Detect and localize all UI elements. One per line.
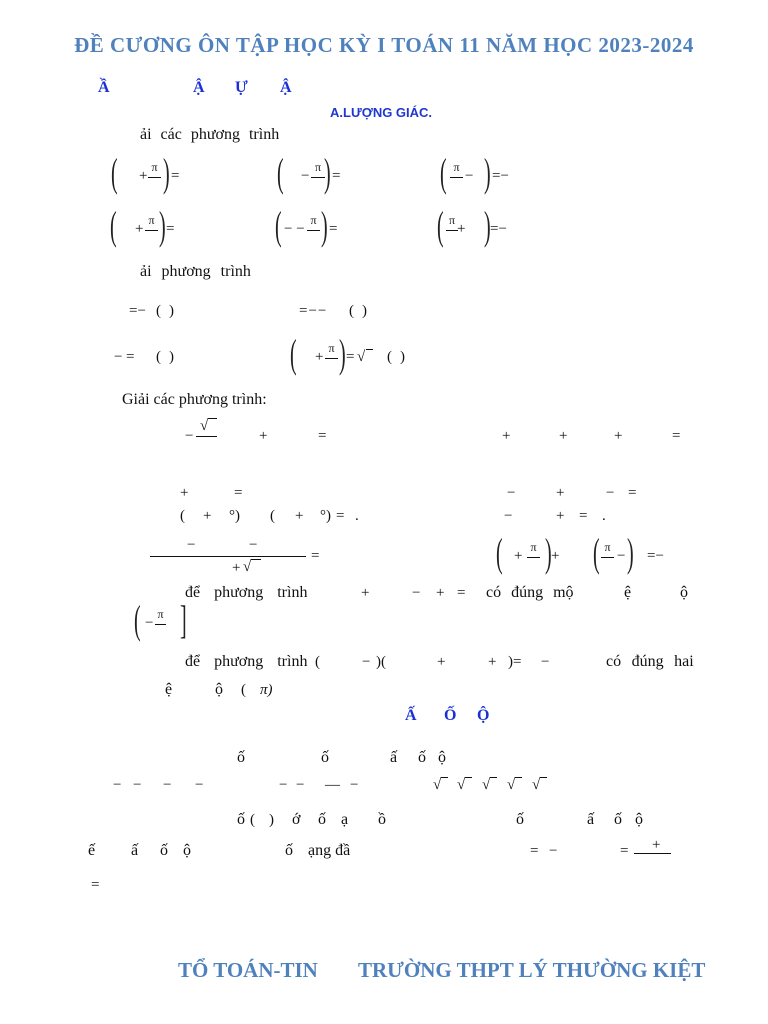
sqrt-sign: √ bbox=[482, 777, 491, 793]
degree-close-paren: °) bbox=[229, 508, 240, 524]
equals-sign: = bbox=[171, 168, 180, 184]
open-paren: ( bbox=[315, 654, 320, 670]
close-paren: ) bbox=[339, 331, 346, 376]
exercise-1-label: ải các phương trình bbox=[140, 126, 280, 143]
equals-sign: = bbox=[620, 843, 629, 859]
minus-sign: − bbox=[195, 777, 204, 793]
equals-minus: =− bbox=[490, 221, 507, 237]
open-paren: ( bbox=[277, 150, 284, 195]
fraction-bar bbox=[150, 556, 306, 557]
close-paren: ) bbox=[159, 203, 166, 248]
fraction-bar bbox=[634, 853, 671, 854]
sqrt-sign: √ bbox=[357, 349, 366, 365]
equals-minus: =− bbox=[492, 168, 509, 184]
open-paren: ( bbox=[275, 203, 282, 248]
text-fragment: ạ bbox=[341, 811, 349, 828]
plus-sign: + bbox=[437, 654, 446, 670]
plus-sign: + bbox=[180, 485, 189, 501]
sqrt-sign: √ bbox=[507, 777, 516, 793]
plus-sign: + bbox=[259, 428, 268, 444]
text-fragment: ấ bbox=[587, 811, 595, 828]
plus-sign: + bbox=[652, 837, 661, 853]
minus-sign: − bbox=[187, 537, 196, 553]
sqrt-overline bbox=[208, 418, 217, 419]
part-heading-fragment: Ậ bbox=[193, 79, 205, 96]
dash: — bbox=[325, 777, 340, 793]
equals-sign: = bbox=[457, 585, 466, 601]
close-paren: ) bbox=[362, 303, 367, 319]
sqrt-overline bbox=[540, 777, 547, 778]
sqrt-overline bbox=[465, 777, 472, 778]
plus-sign: + bbox=[295, 508, 304, 524]
exercise-4-text: để phương trình bbox=[185, 584, 308, 601]
open-paren: ( bbox=[440, 150, 447, 195]
open-paren: ( bbox=[349, 303, 354, 319]
exercise-5-text: để phương trình bbox=[185, 653, 308, 670]
equals-sign: = bbox=[579, 508, 588, 524]
text-fragment: ệ bbox=[165, 681, 173, 698]
minus-sign: − bbox=[617, 548, 626, 564]
plus-sign: + bbox=[232, 560, 241, 576]
close-paren: ) bbox=[169, 349, 174, 365]
open-paren: ( bbox=[110, 203, 117, 248]
fraction-bar bbox=[450, 177, 463, 178]
minus-sign: − bbox=[549, 843, 558, 859]
minus-sign: − bbox=[504, 508, 513, 524]
minus-sign: − bbox=[163, 777, 172, 793]
text-fragment: ố bbox=[237, 749, 245, 766]
open-paren: ( bbox=[111, 150, 118, 195]
fraction bbox=[311, 161, 325, 179]
pi-numerator: π bbox=[453, 160, 460, 174]
minus-signs: − − bbox=[284, 221, 305, 237]
minus-sign: − bbox=[362, 654, 371, 670]
open-paren: ( bbox=[270, 508, 275, 524]
section-b-fragment: Ố bbox=[444, 707, 457, 724]
fraction-bar bbox=[311, 177, 325, 178]
open-paren: ( bbox=[496, 530, 503, 575]
text-fragment: ố bbox=[418, 749, 426, 766]
section-a-heading: A.LƯỢNG GIÁC. bbox=[330, 105, 433, 120]
plus-sign: + bbox=[436, 585, 445, 601]
plus-sign: + bbox=[203, 508, 212, 524]
plus-sign: + bbox=[315, 349, 324, 365]
pi-numerator: π bbox=[157, 607, 164, 621]
plus-sign: + bbox=[514, 548, 523, 564]
fraction bbox=[307, 214, 320, 232]
open-paren: ( bbox=[290, 331, 297, 376]
sqrt-overline bbox=[490, 777, 497, 778]
equals-sign: = bbox=[126, 349, 135, 365]
open-paren: ( bbox=[437, 203, 444, 248]
fraction bbox=[148, 161, 161, 179]
open-paren: ( bbox=[241, 682, 246, 698]
equals-sign: = bbox=[332, 168, 341, 184]
sqrt-overline bbox=[515, 777, 522, 778]
equals-sign: = bbox=[311, 548, 320, 564]
section-b-fragment: Ấ bbox=[405, 707, 417, 724]
section-b-fragment: Ộ bbox=[477, 707, 490, 724]
degree-close-paren: °) bbox=[320, 508, 331, 524]
equals-minus: =− bbox=[129, 303, 146, 319]
close-paren: ) bbox=[324, 150, 331, 195]
equals-minus-minus: =−− bbox=[299, 303, 328, 319]
paren-pair: )( bbox=[376, 654, 386, 670]
footer-school: TRƯỜNG THPT LÝ THƯỜNG KIỆT bbox=[358, 958, 706, 982]
text-fragment: ồ bbox=[378, 811, 386, 828]
sqrt-sign: √ bbox=[532, 777, 541, 793]
close-paren: ) bbox=[545, 530, 552, 575]
close-paren: ) bbox=[163, 150, 170, 195]
minus-sign: − bbox=[507, 485, 516, 501]
exercise-3-label: Giải các phương trình: bbox=[122, 391, 267, 408]
text-fragment: ạng đầ bbox=[308, 842, 351, 859]
plus-sign: + bbox=[457, 221, 466, 237]
sqrt-sign: √ bbox=[200, 418, 209, 434]
equals-minus: =− bbox=[647, 548, 664, 564]
minus-sign: − bbox=[606, 485, 615, 501]
plus-sign: + bbox=[135, 221, 144, 237]
text-fragment: ộ bbox=[183, 842, 191, 859]
text-fragment: ố bbox=[160, 842, 168, 859]
text-fragment: ấ bbox=[390, 749, 398, 766]
open-paren: ( bbox=[156, 349, 161, 365]
sqrt-overline bbox=[251, 559, 261, 560]
minus-sign: − bbox=[113, 777, 122, 793]
minus-sign: − bbox=[412, 585, 421, 601]
fraction-bar bbox=[145, 230, 158, 231]
pi-numerator: π bbox=[314, 160, 322, 174]
fraction bbox=[325, 342, 338, 360]
fraction bbox=[601, 541, 614, 559]
open-paren: ( bbox=[180, 508, 185, 524]
equals-sign: = bbox=[672, 428, 681, 444]
equals-sign: = bbox=[318, 428, 327, 444]
minus-sign: − bbox=[114, 349, 123, 365]
close-paren: ) bbox=[400, 349, 405, 365]
plus-sign: + bbox=[614, 428, 623, 444]
minus-sign: − bbox=[145, 615, 154, 631]
minus-sign: − bbox=[541, 654, 550, 670]
fraction bbox=[450, 161, 463, 179]
open-paren: ( bbox=[250, 812, 255, 828]
plus-sign: + bbox=[139, 168, 148, 184]
footer-department: TỔ TOÁN-TIN bbox=[178, 958, 318, 982]
text-fragment: ộ bbox=[680, 584, 688, 601]
sqrt-sign: √ bbox=[457, 777, 466, 793]
pi-close-paren: π) bbox=[260, 682, 273, 698]
plus-sign: + bbox=[488, 654, 497, 670]
close-paren: ) bbox=[269, 812, 274, 828]
minus-sign: − bbox=[279, 777, 288, 793]
text-fragment: ố bbox=[237, 811, 245, 828]
part-heading-fragment: Ự bbox=[235, 79, 248, 96]
close-paren: ) bbox=[484, 150, 491, 195]
fraction bbox=[155, 608, 166, 626]
fraction-bar bbox=[155, 624, 166, 625]
fraction-bar bbox=[148, 177, 161, 178]
text-fragment: ộ bbox=[438, 749, 446, 766]
fraction-bar bbox=[601, 557, 614, 558]
period: . bbox=[355, 508, 359, 524]
sqrt-overline bbox=[441, 777, 448, 778]
text-fragment: ố bbox=[614, 811, 622, 828]
open-paren: ( bbox=[156, 303, 161, 319]
pi-numerator: π bbox=[310, 213, 317, 227]
pi-numerator: π bbox=[604, 540, 611, 554]
text-fragment: ố bbox=[321, 749, 329, 766]
pi-numerator: π bbox=[328, 341, 335, 355]
text-fragment: ố bbox=[318, 811, 326, 828]
close-paren: ) bbox=[627, 530, 634, 575]
fraction bbox=[527, 541, 540, 559]
period: . bbox=[602, 508, 606, 524]
text-fragment: ố bbox=[285, 842, 293, 859]
sqrt-overline bbox=[366, 349, 373, 350]
pi-numerator: π bbox=[448, 213, 456, 227]
minus-sign: − bbox=[185, 428, 194, 444]
exercise-2-label: ải phương trình bbox=[140, 263, 251, 280]
open-paren: ( bbox=[593, 530, 600, 575]
part-heading-fragment: Ầ bbox=[98, 79, 110, 96]
minus-sign: − bbox=[301, 168, 310, 184]
text-fragment: ộ bbox=[215, 681, 223, 698]
fraction bbox=[145, 214, 158, 232]
plus-sign: + bbox=[361, 585, 370, 601]
fraction-bar bbox=[307, 230, 320, 231]
plus-sign: + bbox=[559, 428, 568, 444]
pi-numerator: π bbox=[151, 160, 158, 174]
equals-sign: = bbox=[166, 221, 175, 237]
part-heading-fragment: Ậ bbox=[280, 79, 292, 96]
close-paren: ) bbox=[484, 203, 491, 248]
exercise-4-tail: có đúng mộ bbox=[486, 584, 574, 601]
text-fragment: ố bbox=[516, 811, 524, 828]
open-paren: ( bbox=[134, 597, 141, 642]
minus-sign: − bbox=[249, 537, 258, 553]
text-fragment: ộ bbox=[635, 811, 643, 828]
equals-sign: = bbox=[329, 221, 338, 237]
equals-sign: = bbox=[346, 349, 355, 365]
sqrt-sign: √ bbox=[433, 777, 442, 793]
close-paren-equals: )= bbox=[508, 654, 522, 670]
fraction-bar bbox=[325, 358, 338, 359]
fraction-bar bbox=[196, 436, 217, 437]
pi-numerator: π bbox=[530, 540, 537, 554]
close-paren: ) bbox=[169, 303, 174, 319]
document-title: ĐỀ CƯƠNG ÔN TẬP HỌC KỲ I TOÁN 11 NĂM HỌC 2023-2024 bbox=[74, 33, 694, 57]
plus-sign: + bbox=[556, 508, 565, 524]
close-paren: ) bbox=[321, 203, 328, 248]
plus-sign: + bbox=[551, 548, 560, 564]
open-paren: ( bbox=[387, 349, 392, 365]
sqrt-sign: √ bbox=[243, 559, 252, 575]
equals-sign: = bbox=[336, 508, 345, 524]
plus-sign: + bbox=[556, 485, 565, 501]
equals-sign: = bbox=[530, 843, 539, 859]
minus-sign: − bbox=[350, 777, 359, 793]
close-bracket: ] bbox=[180, 597, 187, 642]
equals-sign: = bbox=[234, 485, 243, 501]
minus-sign: − bbox=[296, 777, 305, 793]
text-fragment: ế bbox=[88, 842, 96, 859]
minus-sign: − bbox=[133, 777, 142, 793]
exercise-5-tail: có đúng hai bbox=[606, 653, 694, 670]
equals-sign: = bbox=[91, 877, 100, 893]
pi-numerator: π bbox=[148, 213, 155, 227]
plus-sign: + bbox=[502, 428, 511, 444]
text-fragment: ớ bbox=[292, 811, 301, 828]
text-fragment: ệ bbox=[624, 584, 632, 601]
fraction-bar bbox=[527, 557, 540, 558]
minus-sign: − bbox=[465, 168, 474, 184]
text-fragment: ấ bbox=[131, 842, 139, 859]
equals-sign: = bbox=[628, 485, 637, 501]
